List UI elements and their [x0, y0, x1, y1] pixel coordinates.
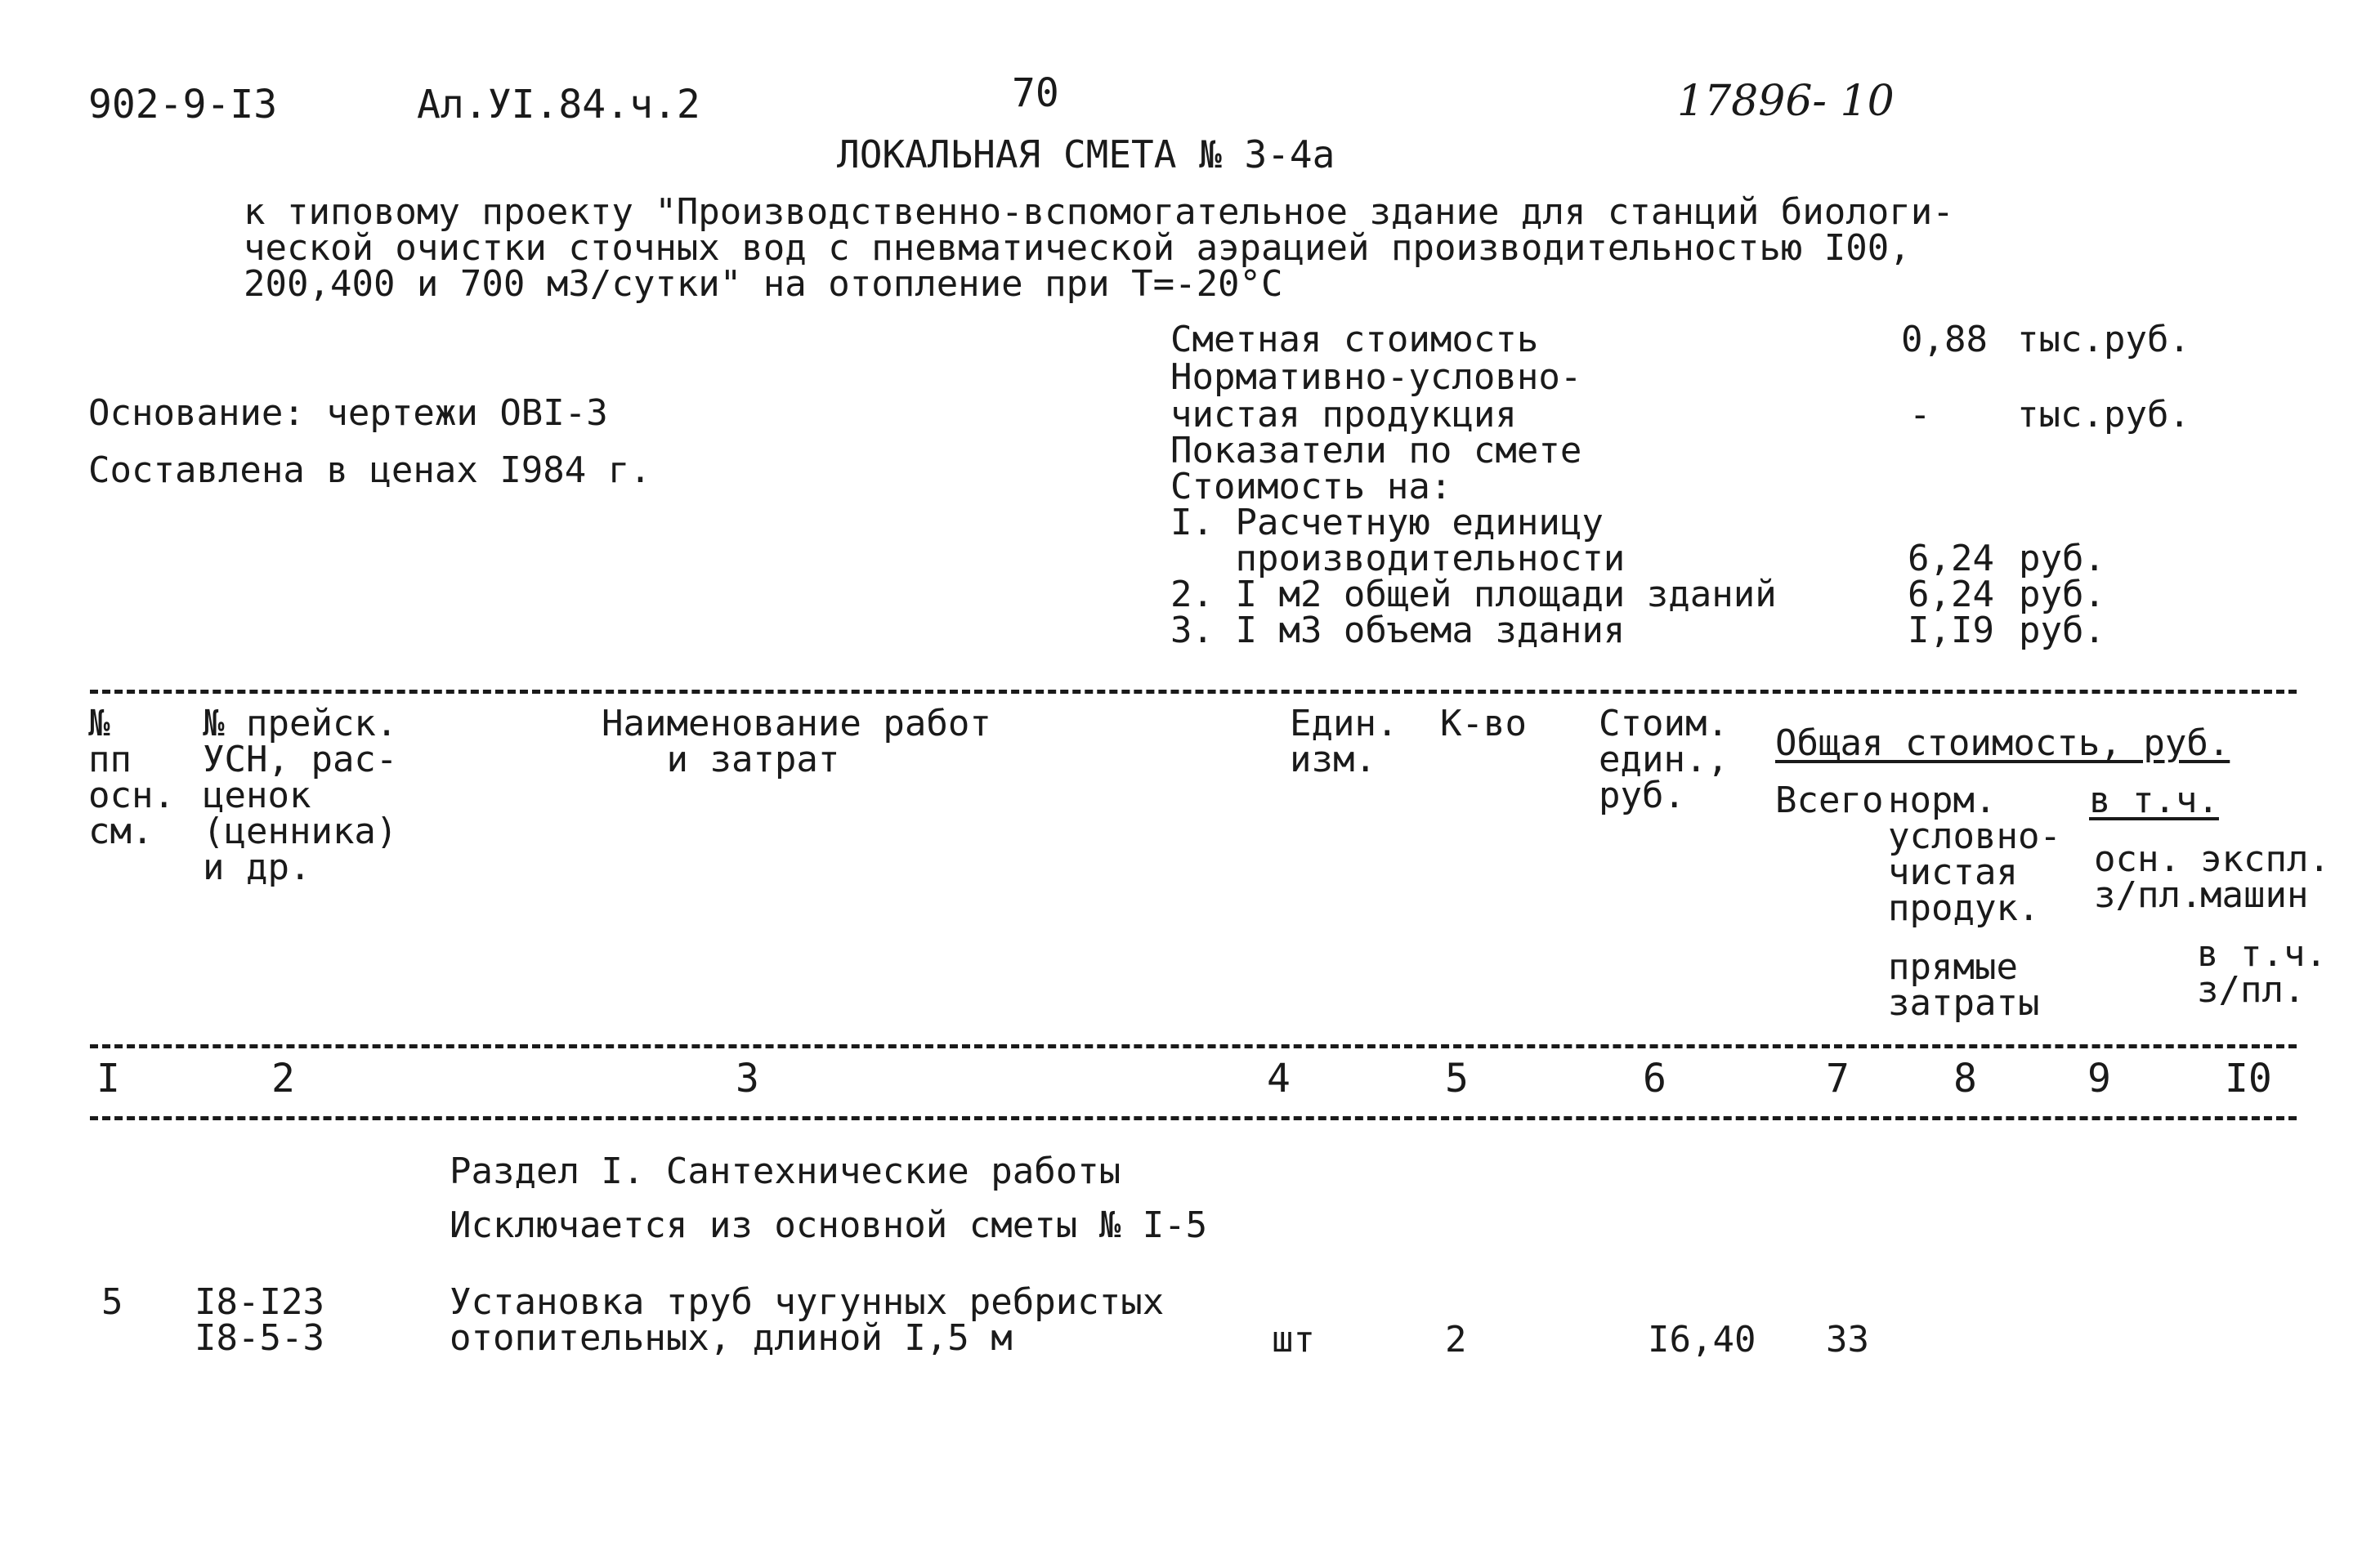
column-number: 5 — [1445, 1056, 1469, 1101]
column-number: 3 — [736, 1056, 759, 1101]
summary-label: 2. I м2 общей площади зданий — [1170, 574, 1777, 615]
summary-value: 0,88 — [1901, 319, 1988, 360]
document-title: ЛОКАЛЬНАЯ СМЕТА № 3-4а — [837, 132, 1335, 176]
project-code: 902-9-I3 — [88, 82, 278, 127]
column-number: I0 — [2225, 1056, 2272, 1101]
prices-text: Составлена в ценах I984 г. — [88, 449, 651, 491]
row-name: Установка труб чугунных ребристых отопительных, длиной I,5 м — [450, 1281, 1165, 1359]
summary-label: Стоимость на: — [1170, 466, 1452, 507]
summary-unit: тыс.руб. — [2017, 394, 2190, 436]
column-number: 8 — [1953, 1056, 1977, 1101]
subtitle-line-3: 200,400 и 700 м3/сутки" на отопление при Т=-20°С — [244, 263, 1283, 305]
summary-value: - — [1909, 394, 1931, 436]
document-number: 17896- 10 — [1677, 77, 1895, 126]
column-number: 9 — [2087, 1056, 2111, 1101]
section-title: Раздел I. Сантехнические работы — [450, 1151, 1121, 1192]
header-col-4: Един. изм. — [1290, 703, 1398, 780]
header-total-group: Общая стоимость, руб. — [1775, 722, 2230, 764]
summary-unit: руб. — [2019, 538, 2105, 579]
row-quantity: 2 — [1445, 1319, 1467, 1361]
page-number: 70 — [1012, 70, 1059, 116]
header-col-5: К-во — [1440, 703, 1527, 744]
subtitle-line-1: к типовому проекту "Производственно-вспомогательное здание для станций биологи- — [244, 191, 1954, 233]
header-col-10b: в т.ч. з/пл. — [2197, 933, 2327, 1011]
summary-label: Нормативно-условно- — [1170, 356, 1582, 398]
summary-value: 6,24 — [1908, 574, 1994, 615]
summary-value: I,I9 — [1908, 610, 1994, 651]
column-number: I — [96, 1056, 120, 1101]
header-col-8b: прямые затраты — [1888, 946, 2040, 1024]
row-unit-cost: I6,40 — [1648, 1319, 1756, 1361]
album-number: Ал.УI.84.ч.2 — [417, 82, 700, 127]
subtitle-line-2: ческой очистки сточных вод с пневматической аэрацией производительностью I00, — [244, 227, 1911, 269]
column-number: 6 — [1643, 1056, 1666, 1101]
summary-label: 3. I м3 объема здания — [1170, 610, 1626, 651]
summary-label: I. Расчетную единицу — [1170, 502, 1604, 543]
row-number: 5 — [101, 1281, 123, 1323]
header-col-9: осн. з/пл. — [2094, 838, 2203, 916]
row-total: 33 — [1826, 1319, 1869, 1361]
header-col-10: экспл. машин — [2200, 838, 2330, 916]
summary-label: Сметная стоимость — [1170, 319, 1539, 360]
row-codes: I8-I23 I8-5-3 — [195, 1281, 324, 1359]
summary-value: 6,24 — [1908, 538, 1994, 579]
column-number: 2 — [271, 1056, 295, 1101]
table-top-rule — [90, 690, 2297, 694]
header-col-8: норм. условно- чистая продук. — [1888, 780, 2061, 929]
summary-unit: руб. — [2019, 610, 2105, 651]
summary-unit: руб. — [2019, 574, 2105, 615]
header-including: в т.ч. — [2089, 780, 2219, 821]
header-col-6: Стоим. един., руб. — [1599, 703, 1729, 816]
summary-label: производительности — [1170, 538, 1626, 579]
column-number: 4 — [1267, 1056, 1291, 1101]
section-note: Исключается из основной сметы № I-5 — [450, 1204, 1208, 1246]
header-col-3: Наименование работ и затрат — [602, 703, 991, 780]
summary-label: Показатели по смете — [1170, 430, 1582, 471]
header-col-7: Всего — [1775, 780, 1884, 821]
basis-text: Основание: чертежи ОВI-3 — [88, 392, 608, 434]
row-unit: шт — [1272, 1319, 1315, 1361]
header-bottom-rule — [90, 1044, 2297, 1048]
column-numbers-rule — [90, 1116, 2297, 1120]
summary-unit: тыс.руб. — [2017, 319, 2190, 360]
summary-label: чистая продукция — [1170, 394, 1517, 436]
column-number: 7 — [1826, 1056, 1850, 1101]
header-col-1: № пп осн. см. — [88, 703, 175, 852]
header-col-2: № прейск. УСН, рас- ценок (ценника) и др. — [203, 703, 398, 888]
